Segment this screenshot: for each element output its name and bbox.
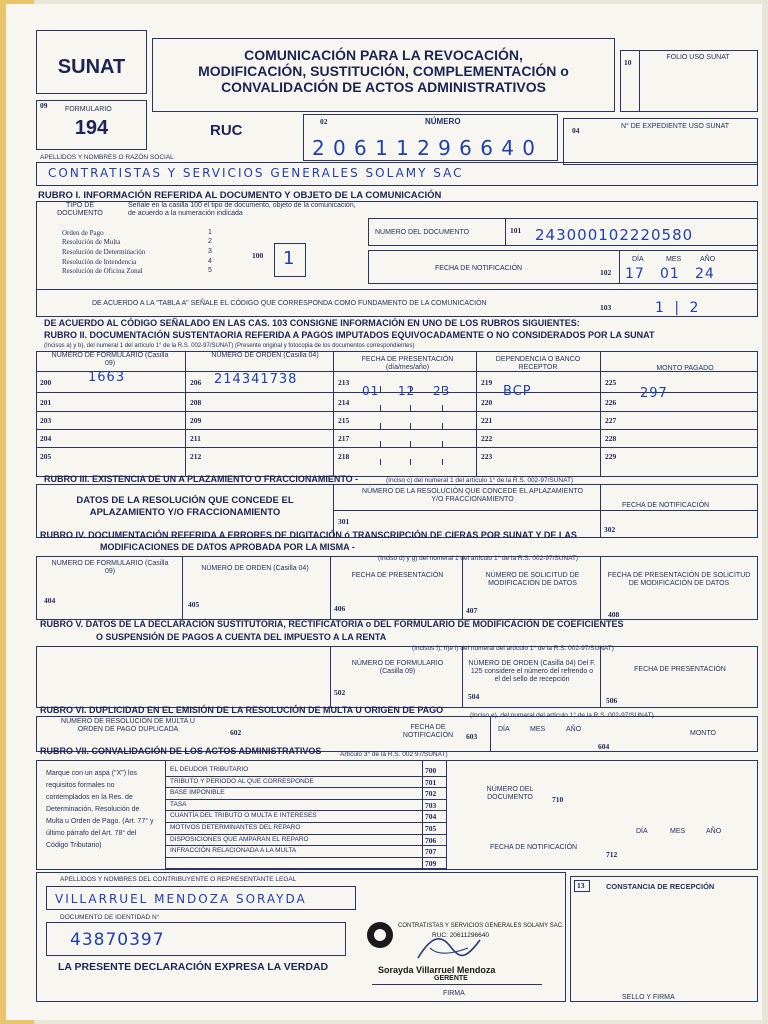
c602-code: 602 (230, 728, 242, 737)
r2-anio-value[interactable]: 23 (433, 384, 451, 398)
option-num-1: 1 (208, 229, 212, 236)
ruc-code: 02 (320, 117, 328, 126)
rubro4-title2: MODIFICACIONES DE DATOS APROBADA POR LA MISMA - (100, 542, 355, 552)
c506-code: 506 (606, 696, 618, 705)
r2-orden-code-1: 206 (190, 377, 202, 387)
c100-code: 100 (252, 251, 264, 260)
rubro3-fecha-notif: FECHA DE NOTIFICACIÓN (622, 502, 710, 509)
r7-item-6: MOTIVOS DETERMINANTES DEL REPARO (170, 824, 301, 831)
r4-col-fecha: FECHA DE PRESENTACIÓN (351, 572, 444, 579)
r2-banco-code-4: 222 (481, 434, 493, 443)
signer-name: Sorayda Villarruel Mendoza (378, 965, 496, 975)
r2-orden-code-3: 209 (190, 416, 202, 425)
r7-dia-label: DÍA (636, 828, 648, 835)
r4-col-solicitud: NÚMERO DE SOLICITUD DE MODIFICACIÓN DE DATOS (485, 572, 580, 587)
formulario-number: 194 (74, 117, 109, 139)
c504-code: 504 (468, 692, 480, 701)
rubro2-title: RUBRO II. DOCUMENTACIÓN SUSTENTAORIA REFERIDA A PAGOS IMPUTADOS EQUIVOCADAMENTE O NO CONSIDERADOS POR LA SUNAT (44, 330, 655, 340)
stamp-company: CONTRATISTAS Y SERVICIOS GENERALES SOLAMY SAC. (398, 923, 564, 929)
r6-fecha-notif: FECHA DE NOTIFICACIÓN (402, 724, 454, 739)
r2-banco-code-5: 223 (481, 452, 493, 461)
r7-item-8: INFRACCIÓN RELACIONADA A LA MULTA (170, 847, 297, 855)
c301-code: 301 (338, 517, 350, 526)
expediente-label: N° DE EXPEDIENTE USO SUNAT (620, 123, 730, 130)
c101-code: 101 (510, 226, 522, 235)
r7-code-702: 702 (425, 789, 437, 799)
c405-code: 405 (188, 600, 200, 609)
r2-formulario-code-4: 204 (40, 434, 52, 443)
r6-num-res: NÚMERO DE RESOLUCIÓN DE MULTA U ORDEN DE PAGO DUPLICADA (61, 718, 195, 733)
c103-value[interactable]: 1 | 2 (655, 300, 702, 316)
razon-social-value[interactable]: CONTRATISTAS Y SERVICIOS GENERALES SOLAMY SAC (48, 166, 464, 180)
rubro4-title: RUBRO IV. DOCUMENTACIÓN REFERIDA A ERRORES DE DIGITACIÓN ó TRANSCRIPCIÓN DE CIFRAS POR SUNAT Y DE LAS (40, 530, 577, 540)
r2-orden-code-5: 212 (190, 452, 202, 461)
r7-code-701: 701 (425, 777, 437, 787)
r7-item-5: CUANTÍA DEL TRIBUTO O MULTA E INTERESES (170, 812, 317, 820)
r7-item-2: TRIBUTO Y PERIODO AL QUE CORRESPONDE (170, 777, 314, 785)
sello-firma-label: SELLO Y FIRMA (622, 994, 675, 1001)
col-monto: MONTO PAGADO (656, 365, 714, 372)
r5-col-formulario: NÚMERO DE FORMULARIO (Casilla 09) (351, 660, 444, 675)
constancia-label: CONSTANCIA DE RECEPCIÓN (606, 882, 715, 891)
r6-anio-label: AÑO (566, 726, 582, 733)
r2-monto-code-1: 225 (605, 377, 617, 387)
c102-anio-label: AÑO (700, 256, 716, 263)
r2-monto-code-5: 229 (605, 452, 617, 461)
r2-banco-code-1: 219 (481, 377, 493, 387)
ruc-value[interactable]: 20611296640 (312, 136, 544, 160)
rubro3-num-res: NÚMERO DE LA RESOLUCIÓN QUE CONCEDE EL APLAZAMIENTO Y/O FRACCIONAMIENTO (362, 488, 583, 503)
company-seal-icon (365, 920, 395, 950)
option-resolucion-oficina-zonal: Resolución de Oficina Zonal (62, 267, 143, 275)
rep-label: APELLIDOS Y NOMBRES DEL CONTRIBUYENTE O REPRESENTANTE LEGAL (60, 876, 297, 883)
col-fecha: FECHA DE PRESENTACIÓN (día/mes/año) (361, 356, 454, 371)
r7-item-4: TASA (170, 800, 187, 808)
r7-mes-label: MES (670, 828, 686, 835)
c100-value[interactable]: 1 (283, 248, 296, 269)
r2-monto-code-3: 227 (605, 416, 617, 425)
expediente-code: 04 (572, 126, 580, 135)
doc-id-value[interactable]: 43870397 (70, 930, 165, 950)
r2-monto-code-4: 228 (605, 434, 617, 443)
folio-code: 10 (624, 58, 632, 67)
r2-formulario-code-2: 201 (40, 397, 52, 407)
ruc-label: RUC (210, 122, 243, 139)
constancia-box (570, 876, 758, 1002)
c406-code: 406 (334, 604, 346, 613)
form-title-line-1: COMUNICACIÓN PARA LA REVOCACIÓN, (244, 47, 523, 63)
c603-code: 603 (466, 732, 478, 741)
c712-code: 712 (606, 850, 618, 859)
col-orden: NÚMERO DE ORDEN (Casilla 04) (211, 352, 319, 359)
r4-col-fecha-sol: FECHA DE PRESENTACIÓN DE SOLICITUD DE MODIFICACIÓN DE DATOS (607, 572, 751, 587)
r5-col-fecha: FECHA DE PRESENTACIÓN (634, 666, 726, 673)
r4-col-orden: NÚMERO DE ORDEN (Casilla 04) (201, 565, 309, 572)
rubro6-title: RUBRO VI. DUPLICIDAD EN EL EMISIÓN DE LA RESOLUCIÓN DE MULTA U ORIGEN DE PAGO (40, 705, 444, 715)
rubro2-note: (Incisos a) y b), del numeral 1 del artículo 1° de la R.S. 002-97/SUNAT) (Presente original y fotocopia de los documentos correspondientes) (44, 343, 415, 349)
r2-fecha-code-4: 217 (338, 434, 350, 443)
handwritten-signature (410, 928, 490, 968)
r2-banco-code-2: 220 (481, 397, 493, 407)
r2-fecha-code-5: 218 (338, 452, 350, 461)
formulario-code: 09 (40, 101, 48, 110)
r2-banco-value[interactable]: BCP (503, 384, 532, 399)
c102-mes-label: MES (666, 256, 682, 263)
c302-code: 302 (604, 525, 616, 534)
r2-formulario-value[interactable]: 1663 (88, 370, 126, 385)
rubro5-title: RUBRO V. DATOS DE LA DECLARACIÓN SUSTITUTORIA, RECTIFICATORIA o DEL FORMULARIO DE MODIFICACIÓN DE COEFICIENTES (40, 619, 624, 629)
c407-code: 407 (466, 606, 478, 615)
r2-formulario-code-1: 200 (40, 377, 52, 387)
doc-id-label: DOCUMENTO DE IDENTIDAD N° (60, 914, 160, 921)
folio-label: FOLIO USO SUNAT (666, 54, 730, 61)
c103-code: 103 (600, 303, 612, 312)
col-formulario: NUMERO DE FORMULARIO (Casilla 09) (51, 352, 169, 367)
r2-formulario-code-3: 203 (40, 416, 52, 425)
r2-banco-code-3: 221 (481, 416, 493, 425)
r7-item-7: DISPOSICIONES QUE AMPARAN EL REPARO (170, 835, 309, 843)
c408-code: 408 (608, 610, 620, 619)
c102-mes[interactable]: 01 (660, 266, 680, 282)
r7-instructions: Marque con un aspa ("X") los requisitos formales no contemplados en la Res. de Determinación, Resolución de Multa u Orden de Pago. (Art. 77° y último párrafo del Art. 78° del Código Tributario) (46, 770, 154, 849)
r6-dia-label: DÍA (498, 726, 510, 733)
r2-monto-value[interactable]: 297 (640, 386, 668, 401)
r7-item-1: EL DEUDOR TRIBUTARIO (170, 766, 249, 773)
rubro4-note: (Inciso d) y g) del numeral 1 del artículo 1° de la R.S. 002-97/SUNAT) (378, 555, 579, 562)
option-resolucion-determinacion: Resolución de Determinación (62, 248, 146, 256)
tipo-documento-label: TIPO DE DOCUMENTO (57, 202, 103, 217)
rubro5-note: (Incisos f), h)e i) del numeral del artículo 1° de la R.S. 002-97/SUNAT) (412, 645, 614, 652)
stamp-ruc: RUC: 20611296640 (432, 932, 489, 939)
c102-dia[interactable]: 17 (625, 266, 645, 282)
rubro3-title: RUBRO III. EXISTENCIA DE UN A PLAZAMIENTO O FRACCIONAMIENTO - (44, 474, 359, 484)
sunat-logo: SUNAT (57, 56, 126, 78)
declaration-text: LA PRESENTE DECLARACIÓN EXPRESA LA VERDAD (58, 961, 329, 973)
option-resolucion-multa: Resolución de Multa (62, 238, 121, 246)
rubro5-box (36, 646, 758, 708)
rubro7-note: Artículo 3° de la R.S. 002 97/SUNAT) (340, 751, 448, 758)
c102-anio[interactable]: 24 (695, 266, 715, 282)
r7-code-700: 700 (425, 766, 437, 775)
r7-code-703: 703 (425, 800, 437, 810)
tabla-a-label: DE ACUERDO A LA "TABLA A" SEÑALE EL CÓDIGO QUE CORRESPONDA COMO FUNDAMENTO DE LA COMUNICACIÓN (92, 300, 487, 307)
r2-formulario-code-5: 205 (40, 452, 52, 461)
c710-code: 710 (552, 795, 564, 804)
r2-monto-code-2: 226 (605, 397, 617, 407)
r2-fecha-code-3: 215 (338, 416, 350, 425)
r2-fecha-code-1: 213 (338, 377, 350, 387)
r2-fecha-code-2: 214 (338, 397, 350, 407)
rubro3-datos: DATOS DE LA RESOLUCIÓN QUE CONCEDE EL APLAZAMIENTO Y/O FRACCIONAMIENTO (76, 495, 294, 518)
rubro1-title: RUBRO I. INFORMACIÓN REFERIDA AL DOCUMENTO Y OBJETO DE LA COMUNICACIÓN (38, 190, 442, 201)
c13-code: 13 (577, 881, 585, 890)
r2-orden-code-4: 211 (190, 434, 201, 443)
c502-code: 502 (334, 688, 346, 697)
form-title-line-3: CONVALIDACIÓN DE ACTOS ADMINISTRATIVOS (221, 79, 546, 95)
formulario-label: FORMULARIO (65, 106, 112, 113)
rep-name-value[interactable]: VILLARRUEL MENDOZA SORAYDA (55, 892, 307, 906)
ruc-numero-label: NÚMERO (425, 117, 461, 126)
r7-item-3: BASE IMPONIBLE (170, 789, 225, 797)
r7-code-709: 709 (425, 858, 437, 868)
c102-code: 102 (600, 268, 612, 277)
rubro3-note: (Inciso c) del numeral 1 del artículo 1° de la R.S. 002-97/SUNAT) (386, 477, 574, 484)
form-title-line-2: MODIFICACIÓN, SUSTITUCIÓN, COMPLEMENTACIÓN o (198, 63, 569, 79)
option-orden-pago: Orden de Pago (62, 229, 104, 237)
c102-dia-label: DÍA (632, 256, 644, 263)
r7-code-705: 705 (425, 824, 437, 833)
c101-value[interactable]: 243000102220580 (535, 226, 694, 244)
option-num-3: 3 (208, 248, 212, 255)
r6-monto: MONTO (690, 730, 716, 737)
rubro2-pre: DE ACUERDO AL CÓDIGO SEÑALADO EN LAS CAS. 103 CONSIGNE INFORMACIÓN EN UNO DE LOS RUBROS SIGUIENTES: (44, 318, 580, 328)
c404-code: 404 (44, 596, 56, 605)
r7-anio-label: AÑO (706, 828, 722, 835)
firma-label: FIRMA (443, 990, 465, 997)
rubro6-note: (Inciso e), del numeral del artículo 1° de la R.S. 002-97/SUNAT) (470, 712, 654, 719)
r6-mes-label: MES (530, 726, 546, 733)
option-num-2: 2 (208, 238, 212, 245)
r7-code-707: 707 (425, 847, 437, 857)
fecha-notif-label: FECHA DE NOTIFICACIÓN (435, 265, 523, 272)
signer-title: GERENTE (434, 975, 468, 982)
option-num-4: 4 (208, 258, 212, 265)
option-num-5: 5 (208, 267, 212, 274)
rubro7-title: RUBRO VII. CONVALIDACIÓN DE LOS ACTOS ADMINISTRATIVOS (40, 746, 322, 756)
num-doc-label: NUMERO DEL DOCUMENTO (375, 229, 470, 236)
tipo-documento-help: Señale en la casilla 100 el tipo de documento, objeto de la comunicación, de acuerdo a la numeración indicada (128, 202, 356, 217)
r2-orden-code-2: 208 (190, 397, 202, 407)
r5-col-orden: NÚMERO DE ORDEN (Casilla 04) Del F. 125 considere el número del refrendo o el del sello de recepción (468, 660, 596, 683)
razon-social-label: APELLIDOS Y NOMBRES O RAZÓN SOCIAL (40, 154, 174, 161)
r4-col-formulario: NUMERO DE FORMULARIO (Casilla 09) (51, 560, 169, 575)
r7-fecha-notif: FECHA DE NOTIFICACIÓN (490, 844, 578, 851)
r2-mes-value[interactable]: 12 (398, 384, 416, 398)
r7-num-doc: NÚMERO DEL DOCUMENTO (486, 786, 534, 801)
r2-dia-value[interactable]: 01 (362, 384, 380, 398)
r2-orden-value[interactable]: 214341738 (214, 372, 298, 387)
rubro5-title2: O SUSPENSIÓN DE PAGOS A CUENTA DEL IMPUESTO A LA RENTA (96, 632, 387, 642)
c604-code: 604 (598, 742, 610, 751)
r7-code-706: 706 (425, 835, 437, 845)
col-banco: DEPENDENCIA O BANCO RECEPTOR (495, 356, 581, 371)
option-resolucion-intendencia: Resolución de Intendencia (62, 258, 137, 266)
r7-code-704: 704 (425, 812, 437, 822)
